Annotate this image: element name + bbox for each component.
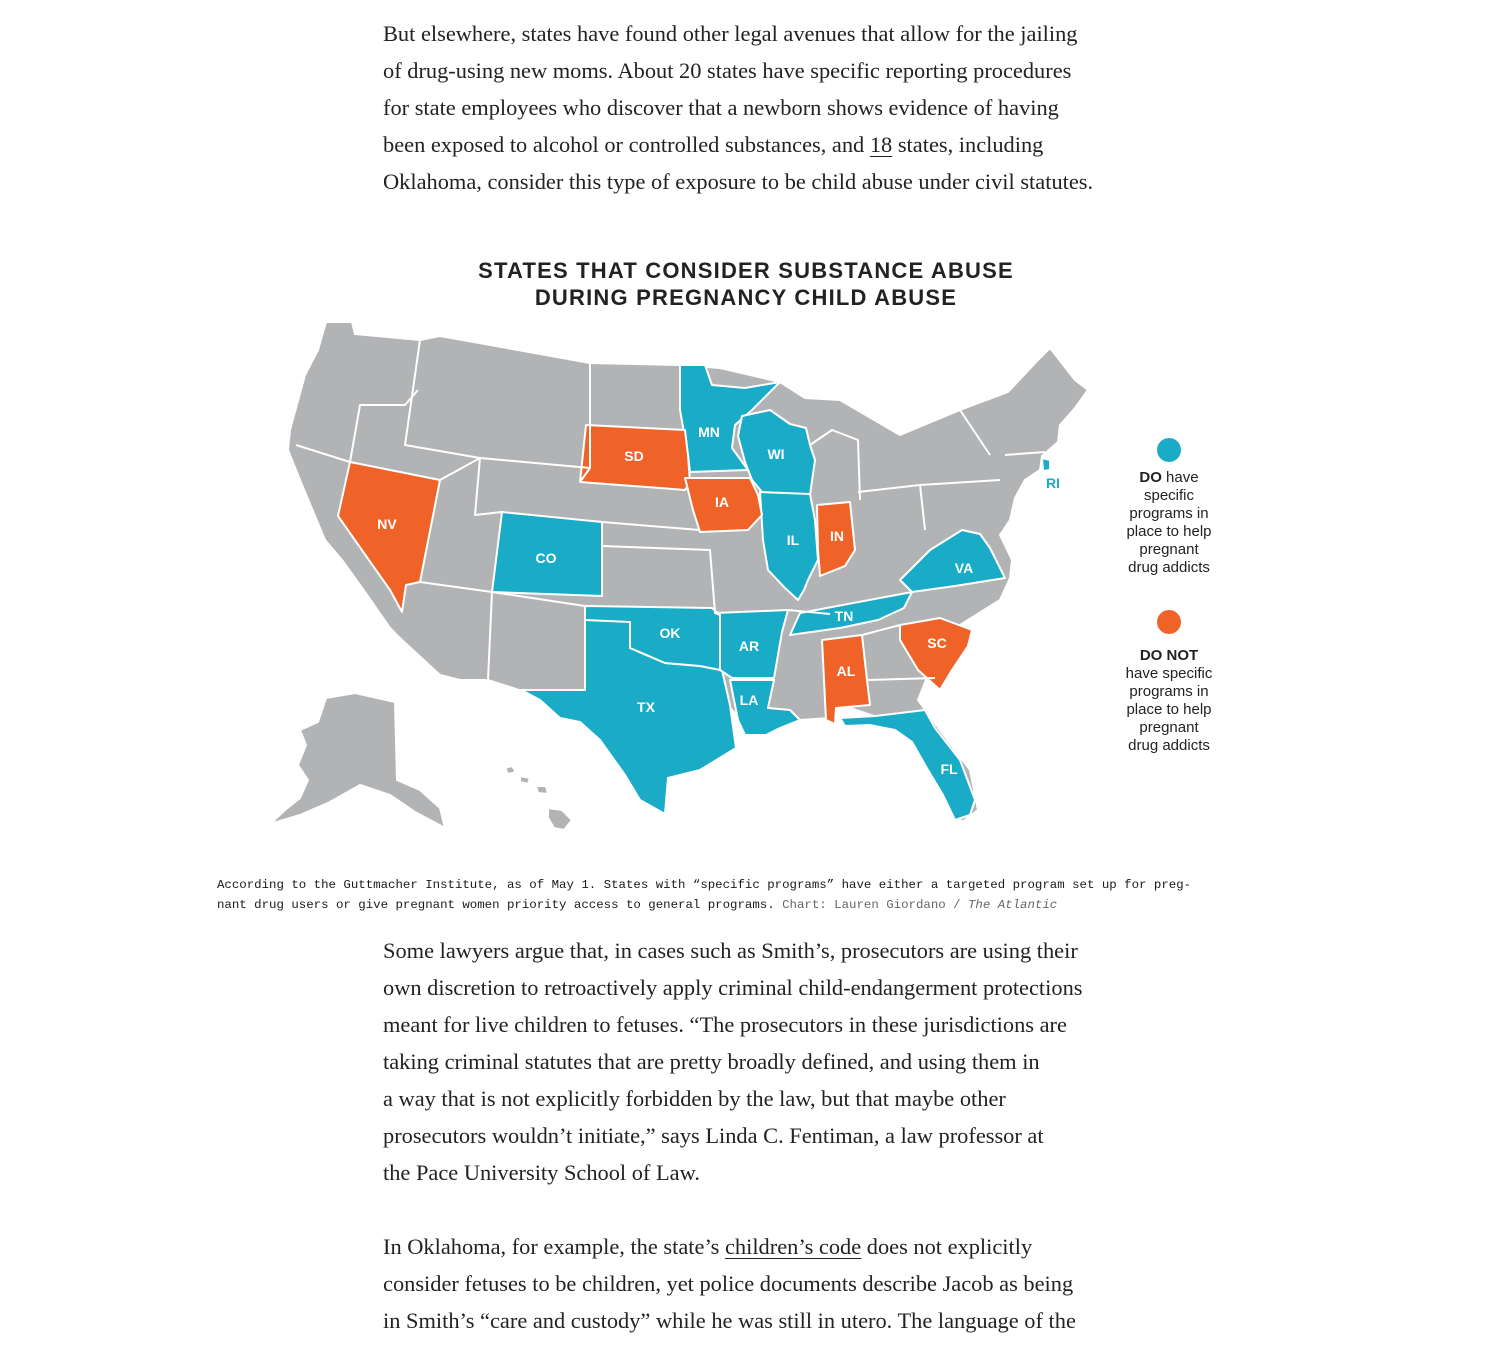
text-line: prosecutors wouldn’t initiate,” says Linda C. Fentiman, a law professor at <box>383 1123 1044 1148</box>
text-line: consider fetuses to be children, yet police documents describe Jacob as being <box>383 1271 1074 1296</box>
legend-do-not-line: have specific <box>1125 665 1213 682</box>
legend-do-line: drug addicts <box>1128 559 1210 576</box>
label-NV: NV <box>377 516 397 532</box>
text-line <box>383 126 1143 163</box>
label-IL: IL <box>786 532 800 548</box>
credit-prefix: Chart: Lauren Giordano / <box>782 897 968 912</box>
legend-do-swatch <box>1157 438 1181 462</box>
text-line: the Pace University School of Law. <box>383 1160 700 1185</box>
label-IN: IN <box>830 528 844 544</box>
legend-do-not-swatch <box>1157 610 1181 634</box>
state-AK <box>270 693 445 828</box>
legend-do-not-bold: DO NOT <box>1139 647 1199 664</box>
text-line: Some lawyers argue that, in cases such as Smith’s, prosecutors are using their <box>383 938 1078 963</box>
label-TX: TX <box>637 699 655 715</box>
text-segment: been exposed to alcohol or controlled substances, and <box>383 132 870 157</box>
chart-credit <box>782 898 1057 912</box>
state-RI <box>1042 458 1050 471</box>
text-line: of drug-using new moms. About 20 states have specific reporting procedures <box>383 58 1072 83</box>
caption-text: nant drug users or give pregnant women priority access to general programs. <box>217 897 775 912</box>
caption-line <box>217 896 1277 916</box>
label-AR: AR <box>738 638 760 654</box>
credit-publication: The Atlantic <box>968 897 1058 912</box>
text-line: own discretion to retroactively apply criminal child-endangerment protections <box>383 975 1083 1000</box>
legend-do-bold: DO <box>1139 469 1162 486</box>
label-OK: OK <box>659 625 681 641</box>
label-RI: RI <box>1046 475 1060 491</box>
legend-do-not-line: drug addicts <box>1128 737 1210 754</box>
label-LA: LA <box>739 692 759 708</box>
text-segment: does not explicitly <box>861 1234 1033 1259</box>
label-CO: CO <box>535 550 557 566</box>
label-AL: AL <box>836 663 856 679</box>
legend-do-line: programs in <box>1129 505 1209 522</box>
map-title-line2: DURING PREGNANCY CHILD ABUSE <box>534 285 958 310</box>
label-IA: IA <box>715 494 729 510</box>
label-FL: FL <box>940 761 958 777</box>
text-line: meant for live children to fetuses. “The prosecutors in these jurisdictions are <box>383 1012 1067 1037</box>
state-HI <box>505 766 572 830</box>
label-WI: WI <box>767 446 785 462</box>
text-line: in Smith’s “care and custody” while he was still in utero. The language of the <box>383 1308 1076 1333</box>
text-segment: In Oklahoma, for example, the state’s <box>383 1234 725 1259</box>
text-line: for state employees who discover that a newborn shows evidence of having <box>383 95 1059 120</box>
eighteen-states-link[interactable]: 18 <box>869 132 893 157</box>
legend-do-text: have <box>1161 469 1199 486</box>
text-line: Oklahoma, consider this type of exposure to be child abuse under civil statutes. <box>383 169 1094 194</box>
legend-do-not-line: programs in <box>1129 683 1209 700</box>
label-SD: SD <box>624 448 644 464</box>
map-title-line1: STATES THAT CONSIDER SUBSTANCE ABUSE <box>478 258 1014 283</box>
legend-do-line: specific <box>1143 487 1195 504</box>
paragraph-intro <box>383 15 1143 200</box>
map-figure <box>0 230 1500 850</box>
text-line: taking criminal statutes that are pretty broadly defined, and using them in <box>383 1049 1040 1074</box>
paragraph-oklahoma <box>383 1228 1143 1339</box>
text-line <box>383 1228 1143 1265</box>
paragraph-lawyers <box>383 932 1143 1191</box>
legend-do-line <box>1139 469 1198 486</box>
label-MN: MN <box>698 424 720 440</box>
us-map-chart <box>0 230 1500 850</box>
map-legend <box>1126 438 1213 754</box>
label-TN: TN <box>834 608 854 624</box>
map-states <box>270 322 1088 830</box>
label-VA: VA <box>954 560 974 576</box>
legend-do-line: pregnant <box>1139 541 1199 558</box>
legend-do-not-line: pregnant <box>1139 719 1199 736</box>
map-caption <box>217 876 1277 915</box>
text-line: a way that is not explicitly forbidden by the law, but that maybe other <box>383 1086 1006 1111</box>
legend-do-line: place to help <box>1126 523 1212 540</box>
childrens-code-link[interactable]: children’s code <box>724 1234 862 1259</box>
text-segment: states, including <box>892 132 1044 157</box>
text-line: But elsewhere, states have found other legal avenues that allow for the jailing <box>383 21 1078 46</box>
label-SC: SC <box>927 635 947 651</box>
caption-line: According to the Guttmacher Institute, as of May 1. States with “specific programs” have either a targeted program set up for preg- <box>217 878 1192 892</box>
legend-do-not-line: place to help <box>1126 701 1212 718</box>
